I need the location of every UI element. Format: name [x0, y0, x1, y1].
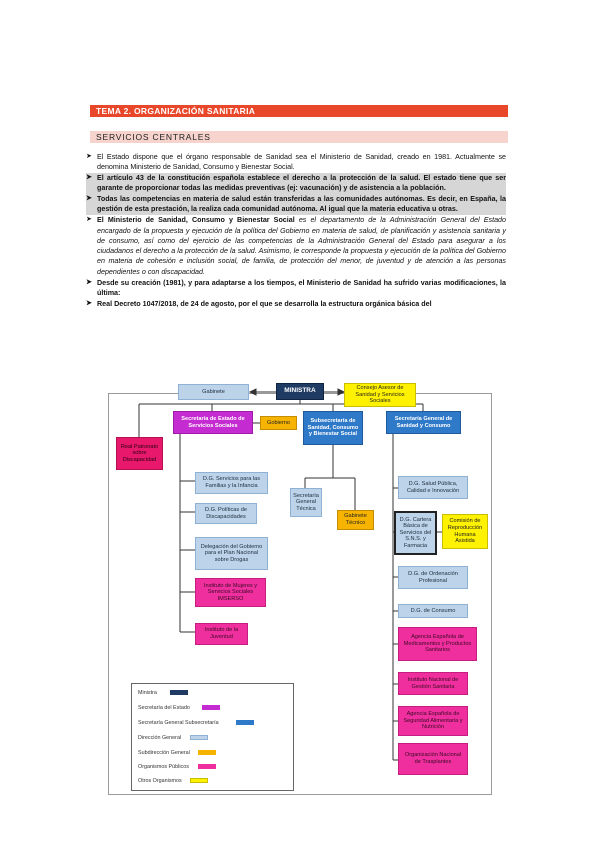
dg-cartera-box: D.G. Cartera Básica de Servicios del S.N.S. y Farmacia [394, 511, 437, 555]
arrow-bullet-icon: ➤ [86, 216, 92, 224]
aesan-box: Agencia Española de Seguridad Alimentaria y Nutrición [398, 706, 468, 736]
legend-label: Ministra [138, 690, 157, 696]
injuve-box: Instituto de la Juventud [195, 623, 248, 645]
dg-familias-box: D.G. Servicios para las Familias y la Infancia [195, 472, 268, 494]
bullet-item: ➤ El Ministerio de Sanidad, Consumo y Bienestar Social es el departamento de la Administración General del Estado encargado de la propuesta y ejecución de la política del Gobierno en materia de salud, de planificación y asistencia sanitaria y de consumo, así como del ejercicio de las competencias de la Administración General del Estado para asegurar a los ciudadanos el derecho a la protección de la salud. Asimismo, le corresponde la propuesta y ejecución de la política del Gobierno en materia de cohesión e inclusión social, de familia, de protección del menor, de juventud y de atención a las personas dependientes o con discapacidad. [86, 216, 506, 276]
secretaria-general-tecnica-box: Secretaría General Técnica [290, 488, 322, 517]
arrow-bullet-icon: ➤ [86, 174, 92, 182]
arrow-bullet-icon: ➤ [86, 153, 92, 160]
legend-swatch [198, 750, 216, 755]
gobierno-box: Gobierno [260, 416, 297, 430]
legend [131, 683, 294, 791]
comision-reproduccion-box: Comisión de Reproducción Humana Asistida [442, 514, 488, 549]
legend-label: Subdirección General [138, 750, 190, 756]
dg-consumo-box: D.G. de Consumo [398, 604, 468, 618]
legend-label: Dirección General [138, 735, 182, 741]
legend-label: Secretaría del Estado [138, 705, 190, 711]
legend-swatch [198, 764, 216, 769]
legend-swatch [202, 705, 220, 710]
aemps-box: Agencia Española de Medicamentos y Productos Sanitarios [398, 627, 477, 661]
dg-salud-publica-box: D.G. Salud Pública, Calidad e Innovación [398, 476, 468, 499]
legend-swatch [236, 720, 254, 725]
delegacion-drogas-box: Delegación del Gobierno para el Plan Nacional sobre Drogas [195, 537, 268, 570]
arrow-bullet-icon: ➤ [86, 278, 92, 286]
dg-ordenacion-box: D.G. de Ordenación Profesional [398, 566, 468, 589]
section-subheading: SERVICIOS CENTRALES [90, 131, 508, 143]
gabinete-box: Gabinete [178, 384, 249, 400]
bullet-item: ➤ El Estado dispone que el órgano responsable de Sanidad sea el Ministerio de Sanidad, creado en 1981. Actualmente se denomina Ministerio de Sanidad, Consumo y Bienestar Social. [86, 153, 506, 172]
secretaria-estado-box: Secretaría de Estado de Servicios Sociales [173, 411, 253, 434]
legend-label: Organismos Públicos [138, 764, 189, 770]
legend-swatch [170, 690, 188, 695]
arrow-bullet-icon: ➤ [86, 195, 92, 203]
imserso-box: Instituto de Mujeres y Servicios Sociales IMSERSO [195, 578, 266, 607]
bullet-item: ➤ Todas las competencias en materia de salud están transferidas a las comunidades autónomas. Es decir, en España, la gestión de esta prestación, la realiza cada comunidad autónoma. Al igual que la materia educativa u otras. [86, 195, 506, 214]
bullet-item: ➤ Desde su creación (1981), y para adaptarse a los tiempos, el Ministerio de Sanidad ha sufrido varias modificaciones, la última: [86, 278, 506, 297]
ont-box: Organización Nacional de Trasplantes [398, 743, 468, 775]
section-heading: TEMA 2. ORGANIZACIÓN SANITARIA [90, 105, 508, 117]
dg-discapacidades-box: D.G. Políticas de Discapacidades [195, 503, 257, 524]
legend-swatch [190, 735, 208, 740]
subsecretaria-box: Subsecretaría de Sanidad, Consumo y Bienestar Social [303, 411, 363, 445]
consejo-asesor-box: Consejo Asesor de Sanidad y Servicios Sociales [344, 383, 416, 407]
bullet-item: ➤ El artículo 43 de la constitución española establece el derecho a la protección de la salud. El estado tiene que ser garante de proporcionar todas las medidas preventivas (ej: vacunación) y de asistencia a la población. [86, 174, 506, 193]
ministra-box: MINISTRA [276, 383, 324, 400]
ingesa-box: Instituto Nacional de Gestión Sanitaria [398, 672, 468, 695]
bullet-item: ➤ Real Decreto 1047/2018, de 24 de agosto, por el que se desarrolla la estructura orgánica básica del [86, 299, 432, 308]
secretaria-general-box: Secretaría General de Sanidad y Consumo [386, 411, 461, 434]
legend-label: Otros Organismos [138, 778, 182, 784]
legend-swatch [190, 778, 208, 783]
real-patronato-box: Real Patronato sobre Discapacidad [116, 437, 163, 470]
gabinete-tecnico-box: Gabinete Técnico [337, 510, 374, 530]
legend-label: Secretaría General Subsecretaría [138, 720, 219, 726]
arrow-bullet-icon: ➤ [86, 299, 92, 307]
